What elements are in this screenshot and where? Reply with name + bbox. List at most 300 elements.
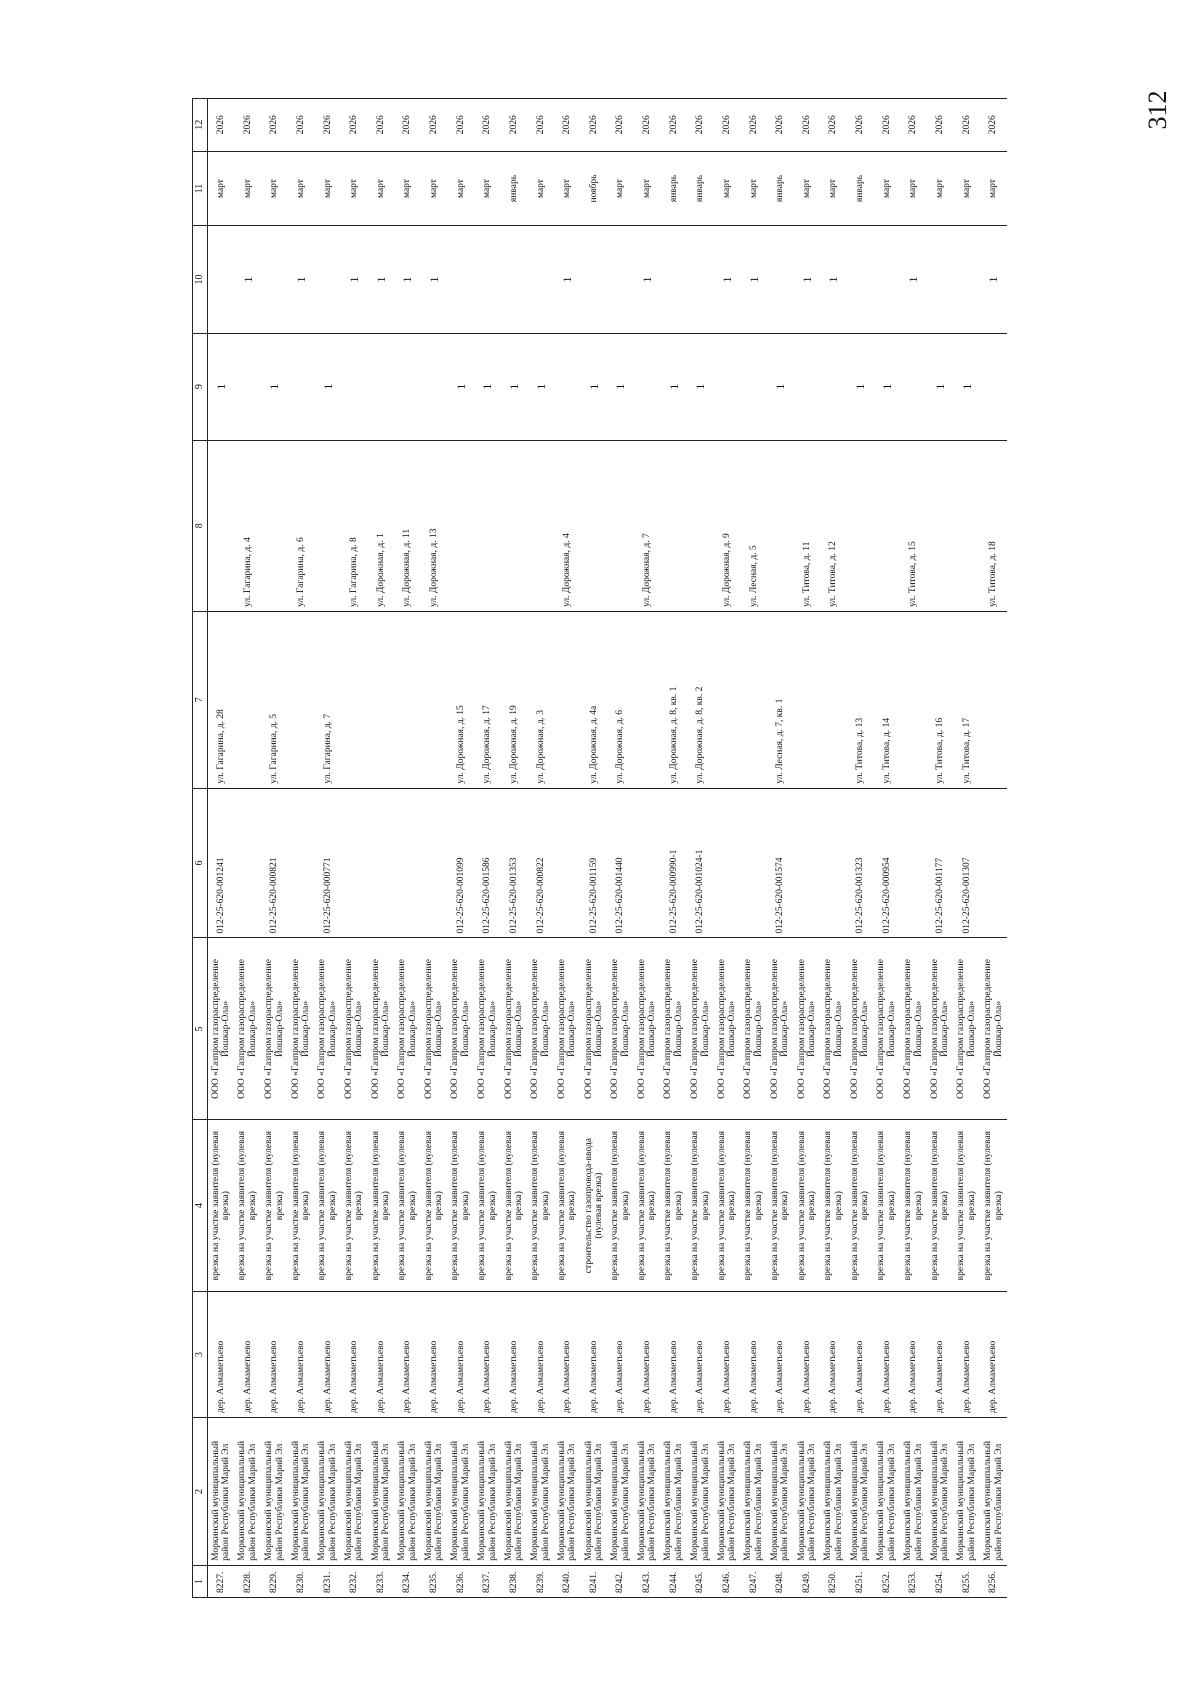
application-code-cell: 012-25-620-000771: [315, 788, 342, 938]
application-code-cell: [820, 788, 847, 938]
column-header: 12: [193, 99, 208, 152]
organization-cell: ООО «Газпром газораспределение Йошкар-Ола»: [741, 938, 768, 1120]
work-type-cell: врезка на участке заявителя (нулевая врезка): [714, 1120, 741, 1291]
address-cell: ул. Гагарина, д. 5: [261, 611, 288, 788]
region-cell: Моркинский муниципальный район Республики Марий Эл: [394, 1418, 421, 1566]
address-alt-cell: [448, 440, 475, 611]
row-number: 8232.: [341, 1565, 368, 1597]
column-9-mark: [794, 333, 821, 440]
table-row: [288, 99, 315, 1598]
row-number: 8234.: [394, 1565, 421, 1597]
row-number: 8231.: [315, 1565, 342, 1597]
column-9-mark: 1: [607, 333, 634, 440]
organization-cell: ООО «Газпром газораспределение Йошкар-Ола»: [315, 938, 342, 1120]
month-cell: март: [528, 151, 555, 226]
application-code-cell: 012-25-620-001574: [767, 788, 794, 938]
region-cell: Моркинский муниципальный район Республики Марий Эл: [820, 1418, 847, 1566]
organization-cell: ООО «Газпром газораспределение Йошкар-Ола»: [607, 938, 634, 1120]
row-number: 8255.: [954, 1565, 981, 1597]
application-code-cell: [368, 788, 395, 938]
column-10-mark: [208, 226, 235, 333]
address-cell: [634, 611, 661, 788]
column-9-mark: [714, 333, 741, 440]
year-cell: 2026: [687, 99, 714, 152]
month-cell: март: [954, 151, 981, 226]
year-cell: 2026: [288, 99, 315, 152]
address-cell: ул. Титова, д. 16: [927, 611, 954, 788]
settlement-cell: дер. Алмаметьево: [980, 1291, 1007, 1417]
row-number: 8235.: [421, 1565, 448, 1597]
year-cell: 2026: [661, 99, 688, 152]
address-cell: ул. Дорожная, д. 17: [474, 611, 501, 788]
month-cell: ноябрь: [581, 151, 608, 226]
table-row: [448, 99, 475, 1598]
address-alt-cell: ул. Титова, д. 12: [820, 440, 847, 611]
column-9-mark: 1: [315, 333, 342, 440]
month-cell: январь: [687, 151, 714, 226]
application-code-cell: [900, 788, 927, 938]
region-cell: Моркинский муниципальный район Республики Марий Эл: [315, 1418, 342, 1566]
row-number: 8246.: [714, 1565, 741, 1597]
address-alt-cell: [874, 440, 901, 611]
organization-cell: ООО «Газпром газораспределение Йошкар-Ола»: [634, 938, 661, 1120]
month-cell: январь: [847, 151, 874, 226]
column-10-mark: [315, 226, 342, 333]
address-cell: [900, 611, 927, 788]
month-cell: январь: [661, 151, 688, 226]
work-type-cell: врезка на участке заявителя (нулевая врезка): [661, 1120, 688, 1291]
year-cell: 2026: [767, 99, 794, 152]
settlement-cell: дер. Алмаметьево: [607, 1291, 634, 1417]
column-10-mark: [767, 226, 794, 333]
address-alt-cell: ул. Титова, д. 15: [900, 440, 927, 611]
column-9-mark: [394, 333, 421, 440]
address-cell: ул. Дорожная, д. 8, кв. 1: [661, 611, 688, 788]
column-10-mark: 1: [794, 226, 821, 333]
region-cell: Моркинский муниципальный район Республики Марий Эл: [847, 1418, 874, 1566]
gasification-schedule-table: [192, 98, 1007, 1598]
table-body: [208, 99, 1008, 1598]
work-type-cell: врезка на участке заявителя (нулевая врезка): [261, 1120, 288, 1291]
table-row: [421, 99, 448, 1598]
region-cell: Моркинский муниципальный район Республики Марий Эл: [794, 1418, 821, 1566]
settlement-cell: дер. Алмаметьево: [714, 1291, 741, 1417]
application-code-cell: 012-25-620-001307: [954, 788, 981, 938]
year-cell: 2026: [474, 99, 501, 152]
address-alt-cell: [528, 440, 555, 611]
column-header: 11: [193, 151, 208, 226]
work-type-cell: врезка на участке заявителя (нулевая врезка): [980, 1120, 1007, 1291]
region-cell: Моркинский муниципальный район Республики Марий Эл: [741, 1418, 768, 1566]
region-cell: Моркинский муниципальный район Республики Марий Эл: [874, 1418, 901, 1566]
year-cell: 2026: [341, 99, 368, 152]
table-row: [741, 99, 768, 1598]
table-row: [315, 99, 342, 1598]
table-row: [261, 99, 288, 1598]
column-10-mark: [448, 226, 475, 333]
column-header: 2: [193, 1418, 208, 1566]
work-type-cell: врезка на участке заявителя (нулевая врезка): [554, 1120, 581, 1291]
month-cell: март: [235, 151, 262, 226]
month-cell: март: [554, 151, 581, 226]
address-alt-cell: [687, 440, 714, 611]
month-cell: март: [900, 151, 927, 226]
row-number: 8256.: [980, 1565, 1007, 1597]
address-cell: ул. Дорожная, д. 3: [528, 611, 555, 788]
column-10-mark: [954, 226, 981, 333]
organization-cell: ООО «Газпром газораспределение Йошкар-Ола»: [554, 938, 581, 1120]
table-row: [474, 99, 501, 1598]
organization-cell: ООО «Газпром газораспределение Йошкар-Ола»: [394, 938, 421, 1120]
organization-cell: ООО «Газпром газораспределение Йошкар-Ола»: [847, 938, 874, 1120]
column-9-mark: 1: [208, 333, 235, 440]
row-number: 8242.: [607, 1565, 634, 1597]
year-cell: 2026: [581, 99, 608, 152]
month-cell: март: [927, 151, 954, 226]
region-cell: Моркинский муниципальный район Республики Марий Эл: [208, 1418, 235, 1566]
year-cell: 2026: [368, 99, 395, 152]
organization-cell: ООО «Газпром газораспределение Йошкар-Ола»: [501, 938, 528, 1120]
address-cell: [421, 611, 448, 788]
address-alt-cell: ул. Дорожная, д. 1: [368, 440, 395, 611]
address-alt-cell: [208, 440, 235, 611]
month-cell: март: [714, 151, 741, 226]
address-alt-cell: ул. Дорожная, д. 13: [421, 440, 448, 611]
settlement-cell: дер. Алмаметьево: [421, 1291, 448, 1417]
application-code-cell: 012-25-620-001586: [474, 788, 501, 938]
application-code-cell: [980, 788, 1007, 938]
year-cell: 2026: [394, 99, 421, 152]
address-alt-cell: [954, 440, 981, 611]
application-code-cell: [794, 788, 821, 938]
year-cell: 2026: [900, 99, 927, 152]
column-10-mark: [528, 226, 555, 333]
region-cell: Моркинский муниципальный район Республики Марий Эл: [954, 1418, 981, 1566]
column-10-mark: [474, 226, 501, 333]
address-alt-cell: [847, 440, 874, 611]
organization-cell: ООО «Газпром газораспределение Йошкар-Ола»: [235, 938, 262, 1120]
row-number: 8252.: [874, 1565, 901, 1597]
year-cell: 2026: [554, 99, 581, 152]
column-10-mark: 1: [634, 226, 661, 333]
table-row: [634, 99, 661, 1598]
page-number: 312: [1143, 90, 1172, 130]
application-code-cell: 012-25-620-001440: [607, 788, 634, 938]
month-cell: март: [634, 151, 661, 226]
column-header: 5: [193, 938, 208, 1120]
table-row: [341, 99, 368, 1598]
table-row: [980, 99, 1007, 1598]
work-type-cell: врезка на участке заявителя (нулевая врезка): [607, 1120, 634, 1291]
application-code-cell: [235, 788, 262, 938]
month-cell: март: [794, 151, 821, 226]
region-cell: Моркинский муниципальный район Республики Марий Эл: [528, 1418, 555, 1566]
address-cell: [235, 611, 262, 788]
row-number: 8240.: [554, 1565, 581, 1597]
settlement-cell: дер. Алмаметьево: [315, 1291, 342, 1417]
settlement-cell: дер. Алмаметьево: [368, 1291, 395, 1417]
column-10-mark: 1: [368, 226, 395, 333]
organization-cell: ООО «Газпром газораспределение Йошкар-Ола»: [874, 938, 901, 1120]
table-row: [661, 99, 688, 1598]
application-code-cell: [394, 788, 421, 938]
region-cell: Моркинский муниципальный район Республики Марий Эл: [767, 1418, 794, 1566]
column-9-mark: [341, 333, 368, 440]
row-number: 8230.: [288, 1565, 315, 1597]
region-cell: Моркинский муниципальный район Республики Марий Эл: [554, 1418, 581, 1566]
year-cell: 2026: [208, 99, 235, 152]
settlement-cell: дер. Алмаметьево: [208, 1291, 235, 1417]
row-number: 8243.: [634, 1565, 661, 1597]
month-cell: март: [874, 151, 901, 226]
year-cell: 2026: [528, 99, 555, 152]
settlement-cell: дер. Алмаметьево: [474, 1291, 501, 1417]
region-cell: Моркинский муниципальный район Республики Марий Эл: [980, 1418, 1007, 1566]
month-cell: январь: [767, 151, 794, 226]
month-cell: март: [741, 151, 768, 226]
column-header: 10: [193, 226, 208, 333]
organization-cell: ООО «Газпром газораспределение Йошкар-Ола»: [474, 938, 501, 1120]
application-code-cell: 012-25-620-001177: [927, 788, 954, 938]
application-code-cell: 012-25-620-000821: [261, 788, 288, 938]
row-number: 8244.: [661, 1565, 688, 1597]
month-cell: январь: [501, 151, 528, 226]
column-header: 1: [193, 1565, 208, 1597]
month-cell: март: [208, 151, 235, 226]
application-code-cell: 012-25-620-001353: [501, 788, 528, 938]
region-cell: Моркинский муниципальный район Республики Марий Эл: [421, 1418, 448, 1566]
column-9-mark: 1: [767, 333, 794, 440]
row-number: 8229.: [261, 1565, 288, 1597]
table-row: [528, 99, 555, 1598]
year-cell: 2026: [501, 99, 528, 152]
work-type-cell: врезка на участке заявителя (нулевая врезка): [208, 1120, 235, 1291]
year-cell: 2026: [980, 99, 1007, 152]
address-alt-cell: [315, 440, 342, 611]
column-9-mark: 1: [687, 333, 714, 440]
column-10-mark: [847, 226, 874, 333]
organization-cell: ООО «Газпром газораспределение Йошкар-Ола»: [714, 938, 741, 1120]
settlement-cell: дер. Алмаметьево: [235, 1291, 262, 1417]
organization-cell: ООО «Газпром газораспределение Йошкар-Ола»: [794, 938, 821, 1120]
address-alt-cell: [501, 440, 528, 611]
settlement-cell: дер. Алмаметьево: [341, 1291, 368, 1417]
work-type-cell: врезка на участке заявителя (нулевая врезка): [448, 1120, 475, 1291]
organization-cell: ООО «Газпром газораспределение Йошкар-Ола»: [687, 938, 714, 1120]
address-alt-cell: ул. Гагарина, д. 4: [235, 440, 262, 611]
year-cell: 2026: [261, 99, 288, 152]
organization-cell: ООО «Газпром газораспределение Йошкар-Ола»: [421, 938, 448, 1120]
column-header: 8: [193, 440, 208, 611]
application-code-cell: [341, 788, 368, 938]
address-alt-cell: ул. Дорожная, д. 11: [394, 440, 421, 611]
address-cell: ул. Титова, д. 17: [954, 611, 981, 788]
column-9-mark: 1: [661, 333, 688, 440]
month-cell: март: [980, 151, 1007, 226]
address-cell: [368, 611, 395, 788]
region-cell: Моркинский муниципальный район Республики Марий Эл: [607, 1418, 634, 1566]
row-number: 8241.: [581, 1565, 608, 1597]
application-code-cell: 012-25-620-001159: [581, 788, 608, 938]
work-type-cell: врезка на участке заявителя (нулевая врезка): [900, 1120, 927, 1291]
organization-cell: ООО «Газпром газораспределение Йошкар-Ола»: [288, 938, 315, 1120]
work-type-cell: врезка на участке заявителя (нулевая врезка): [288, 1120, 315, 1291]
work-type-cell: врезка на участке заявителя (нулевая врезка): [394, 1120, 421, 1291]
year-cell: 2026: [847, 99, 874, 152]
address-cell: [714, 611, 741, 788]
region-cell: Моркинский муниципальный район Республики Марий Эл: [288, 1418, 315, 1566]
column-9-mark: 1: [927, 333, 954, 440]
year-cell: 2026: [235, 99, 262, 152]
year-cell: 2026: [714, 99, 741, 152]
settlement-cell: дер. Алмаметьево: [261, 1291, 288, 1417]
address-alt-cell: ул. Гагарина, д. 8: [341, 440, 368, 611]
row-number: 8251.: [847, 1565, 874, 1597]
region-cell: Моркинский муниципальный район Республики Марий Эл: [581, 1418, 608, 1566]
year-cell: 2026: [820, 99, 847, 152]
table-row: [235, 99, 262, 1598]
column-9-mark: 1: [581, 333, 608, 440]
settlement-cell: дер. Алмаметьево: [448, 1291, 475, 1417]
column-header: 6: [193, 788, 208, 938]
address-cell: ул. Дорожная, д. 4а: [581, 611, 608, 788]
column-10-mark: [927, 226, 954, 333]
organization-cell: ООО «Газпром газораспределение Йошкар-Ола»: [661, 938, 688, 1120]
table-row: [208, 99, 235, 1598]
table-row: [820, 99, 847, 1598]
address-alt-cell: ул. Титова, д. 11: [794, 440, 821, 611]
application-code-cell: 012-25-620-001241: [208, 788, 235, 938]
column-9-mark: [980, 333, 1007, 440]
month-cell: март: [261, 151, 288, 226]
column-9-mark: [820, 333, 847, 440]
year-cell: 2026: [607, 99, 634, 152]
settlement-cell: дер. Алмаметьево: [288, 1291, 315, 1417]
region-cell: Моркинский муниципальный район Республики Марий Эл: [634, 1418, 661, 1566]
settlement-cell: дер. Алмаметьево: [874, 1291, 901, 1417]
organization-cell: ООО «Газпром газораспределение Йошкар-Ола»: [368, 938, 395, 1120]
column-10-mark: [581, 226, 608, 333]
work-type-cell: врезка на участке заявителя (нулевая врезка): [315, 1120, 342, 1291]
column-10-mark: 1: [341, 226, 368, 333]
work-type-cell: врезка на участке заявителя (нулевая врезка): [235, 1120, 262, 1291]
settlement-cell: дер. Алмаметьево: [927, 1291, 954, 1417]
column-10-mark: 1: [421, 226, 448, 333]
column-10-mark: 1: [900, 226, 927, 333]
address-alt-cell: [661, 440, 688, 611]
application-code-cell: 012-25-620-000954: [874, 788, 901, 938]
work-type-cell: врезка на участке заявителя (нулевая врезка): [741, 1120, 768, 1291]
address-cell: [820, 611, 847, 788]
application-code-cell: [288, 788, 315, 938]
application-code-cell: [421, 788, 448, 938]
address-cell: ул. Дорожная, д. 15: [448, 611, 475, 788]
row-number: 8247.: [741, 1565, 768, 1597]
year-cell: 2026: [634, 99, 661, 152]
organization-cell: ООО «Газпром газораспределение Йошкар-Ола»: [927, 938, 954, 1120]
work-type-cell: врезка на участке заявителя (нулевая врезка): [820, 1120, 847, 1291]
table-row: [581, 99, 608, 1598]
row-number: 8238.: [501, 1565, 528, 1597]
column-10-mark: 1: [288, 226, 315, 333]
address-alt-cell: [767, 440, 794, 611]
table-row: [394, 99, 421, 1598]
address-cell: [980, 611, 1007, 788]
column-9-mark: [554, 333, 581, 440]
month-cell: март: [474, 151, 501, 226]
address-alt-cell: [581, 440, 608, 611]
column-10-mark: 1: [554, 226, 581, 333]
application-code-cell: 012-25-620-001323: [847, 788, 874, 938]
address-cell: [288, 611, 315, 788]
region-cell: Моркинский муниципальный район Республики Марий Эл: [368, 1418, 395, 1566]
table-row: [900, 99, 927, 1598]
address-cell: ул. Лесная, д. 7, кв. 1: [767, 611, 794, 788]
column-9-mark: [235, 333, 262, 440]
organization-cell: ООО «Газпром газораспределение Йошкар-Ола»: [954, 938, 981, 1120]
year-cell: 2026: [927, 99, 954, 152]
address-cell: [394, 611, 421, 788]
column-9-mark: 1: [501, 333, 528, 440]
work-type-cell: врезка на участке заявителя (нулевая врезка): [474, 1120, 501, 1291]
month-cell: март: [820, 151, 847, 226]
table-row: [554, 99, 581, 1598]
column-9-mark: [900, 333, 927, 440]
settlement-cell: дер. Алмаметьево: [847, 1291, 874, 1417]
work-type-cell: врезка на участке заявителя (нулевая врезка): [767, 1120, 794, 1291]
table-row: [714, 99, 741, 1598]
address-cell: ул. Гагарина, д. 7: [315, 611, 342, 788]
settlement-cell: дер. Алмаметьево: [394, 1291, 421, 1417]
settlement-cell: дер. Алмаметьево: [634, 1291, 661, 1417]
table-row: [687, 99, 714, 1598]
work-type-cell: врезка на участке заявителя (нулевая врезка): [954, 1120, 981, 1291]
settlement-cell: дер. Алмаметьево: [581, 1291, 608, 1417]
region-cell: Моркинский муниципальный район Республики Марий Эл: [714, 1418, 741, 1566]
organization-cell: ООО «Газпром газораспределение Йошкар-Ола»: [767, 938, 794, 1120]
organization-cell: ООО «Газпром газораспределение Йошкар-Ола»: [900, 938, 927, 1120]
address-alt-cell: [261, 440, 288, 611]
table-row: [874, 99, 901, 1598]
settlement-cell: дер. Алмаметьево: [954, 1291, 981, 1417]
row-number: 8236.: [448, 1565, 475, 1597]
settlement-cell: дер. Алмаметьево: [820, 1291, 847, 1417]
settlement-cell: дер. Алмаметьево: [501, 1291, 528, 1417]
application-code-cell: 012-25-620-000990-1: [661, 788, 688, 938]
month-cell: март: [448, 151, 475, 226]
work-type-cell: врезка на участке заявителя (нулевая врезка): [927, 1120, 954, 1291]
column-10-mark: [661, 226, 688, 333]
address-cell: ул. Титова, д. 14: [874, 611, 901, 788]
settlement-cell: дер. Алмаметьево: [661, 1291, 688, 1417]
region-cell: Моркинский муниципальный район Республики Марий Эл: [235, 1418, 262, 1566]
address-cell: ул. Дорожная, д. 6: [607, 611, 634, 788]
column-9-mark: 1: [261, 333, 288, 440]
application-code-cell: [714, 788, 741, 938]
address-alt-cell: ул. Дорожная, д. 4: [554, 440, 581, 611]
work-type-cell: строительство газопровода-ввода (нулевая врезка): [581, 1120, 608, 1291]
table-row: [767, 99, 794, 1598]
row-number: 8237.: [474, 1565, 501, 1597]
region-cell: Моркинский муниципальный район Республики Марий Эл: [341, 1418, 368, 1566]
month-cell: март: [288, 151, 315, 226]
address-alt-cell: ул. Титова, д. 18: [980, 440, 1007, 611]
column-9-mark: 1: [448, 333, 475, 440]
month-cell: март: [368, 151, 395, 226]
region-cell: Моркинский муниципальный район Республики Марий Эл: [501, 1418, 528, 1566]
address-cell: ул. Гагарина, д. 28: [208, 611, 235, 788]
region-cell: Моркинский муниципальный район Республики Марий Эл: [448, 1418, 475, 1566]
